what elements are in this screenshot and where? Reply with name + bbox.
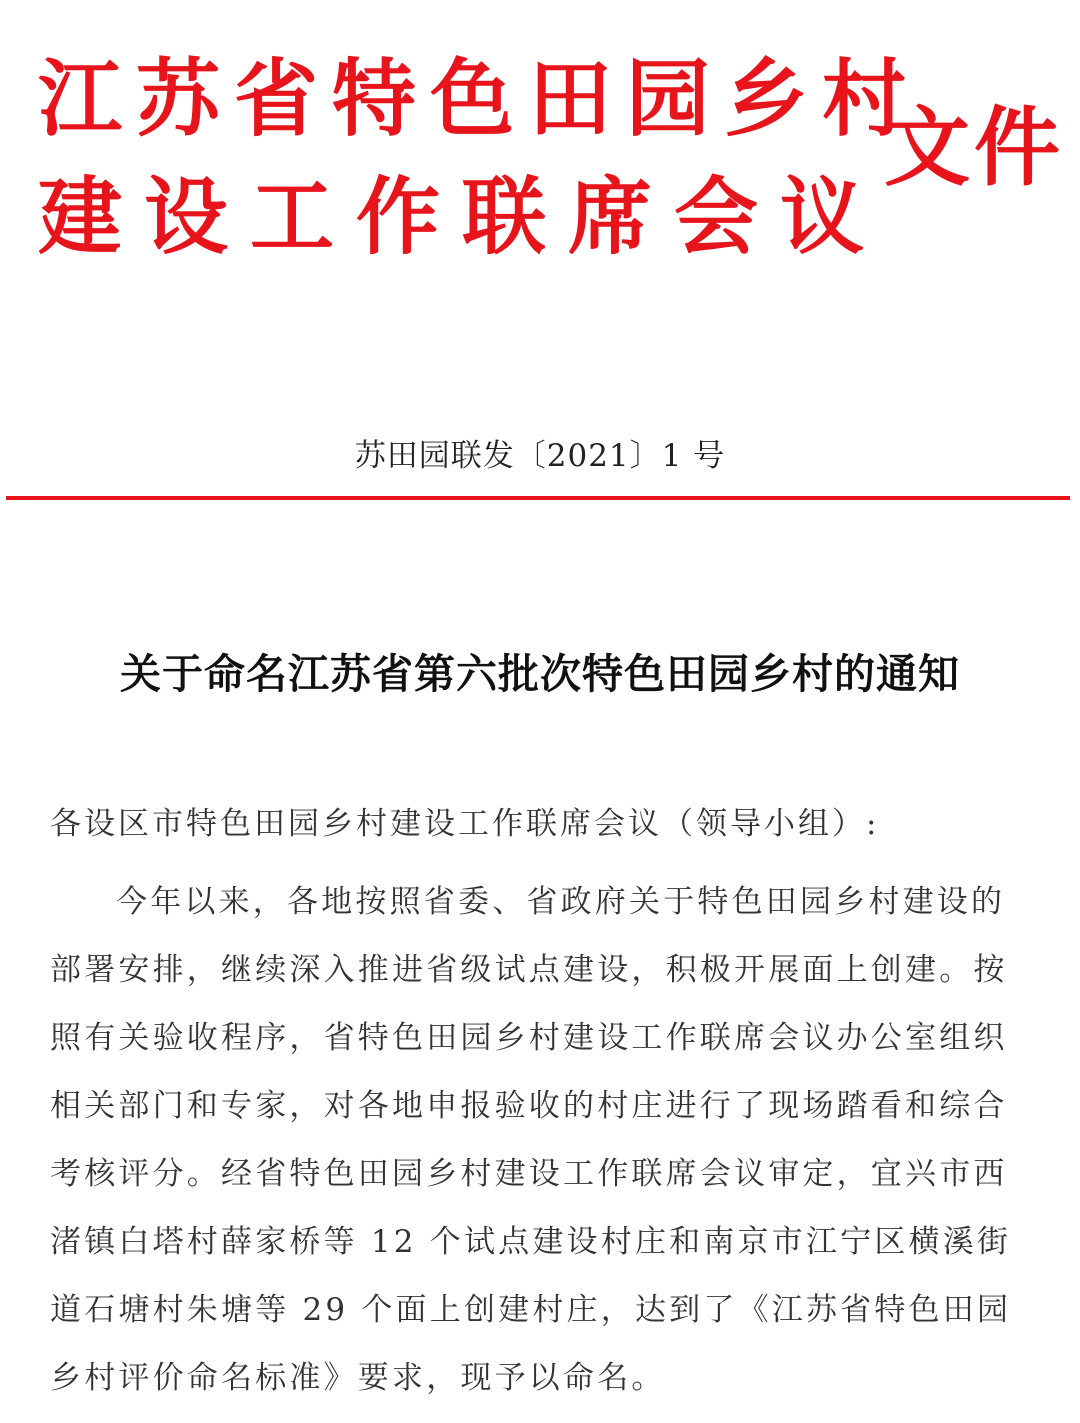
body-line: 今年以来，各地按照省委、省政府关于特色田园乡村建设的: [116, 884, 1006, 920]
body-paragraph: [50, 868, 1030, 1412]
red-divider-line: [6, 496, 1070, 500]
document-number: 苏田园联发〔2021〕1 号: [354, 438, 726, 474]
body-line: 渚镇白塔村薛家桥等 12 个试点建设村庄和南京市江宁区横溪街: [50, 1224, 1012, 1260]
recipient-line: 各设区市特色田园乡村建设工作联席会议（领导小组）:: [50, 806, 880, 842]
document-header-suffix: 文件: [884, 98, 1064, 198]
issuer-line-1: 江苏省特色田园乡村: [38, 50, 921, 148]
document-header-issuer: [38, 40, 921, 276]
document-title: 关于命名江苏省第六批次特色田园乡村的通知: [120, 650, 960, 698]
body-line: 相关部门和专家，对各地申报验收的村庄进行了现场踏看和综合: [50, 1088, 1008, 1124]
issuer-line-2: 建设工作联席会议: [38, 168, 887, 266]
body-line: 考核评分。经省特色田园乡村建设工作联席会议审定，宜兴市西: [50, 1156, 1008, 1192]
body-line: 部署安排，继续深入推进省级试点建设，积极开展面上创建。按: [50, 952, 1008, 988]
body-line: 乡村评价命名标准》要求，现予以命名。: [50, 1360, 666, 1396]
body-line: 道石塘村朱塘等 29 个面上创建村庄，达到了《江苏省特色田园: [50, 1292, 1012, 1328]
body-line: 照有关验收程序，省特色田园乡村建设工作联席会议办公室组织: [50, 1020, 1008, 1056]
